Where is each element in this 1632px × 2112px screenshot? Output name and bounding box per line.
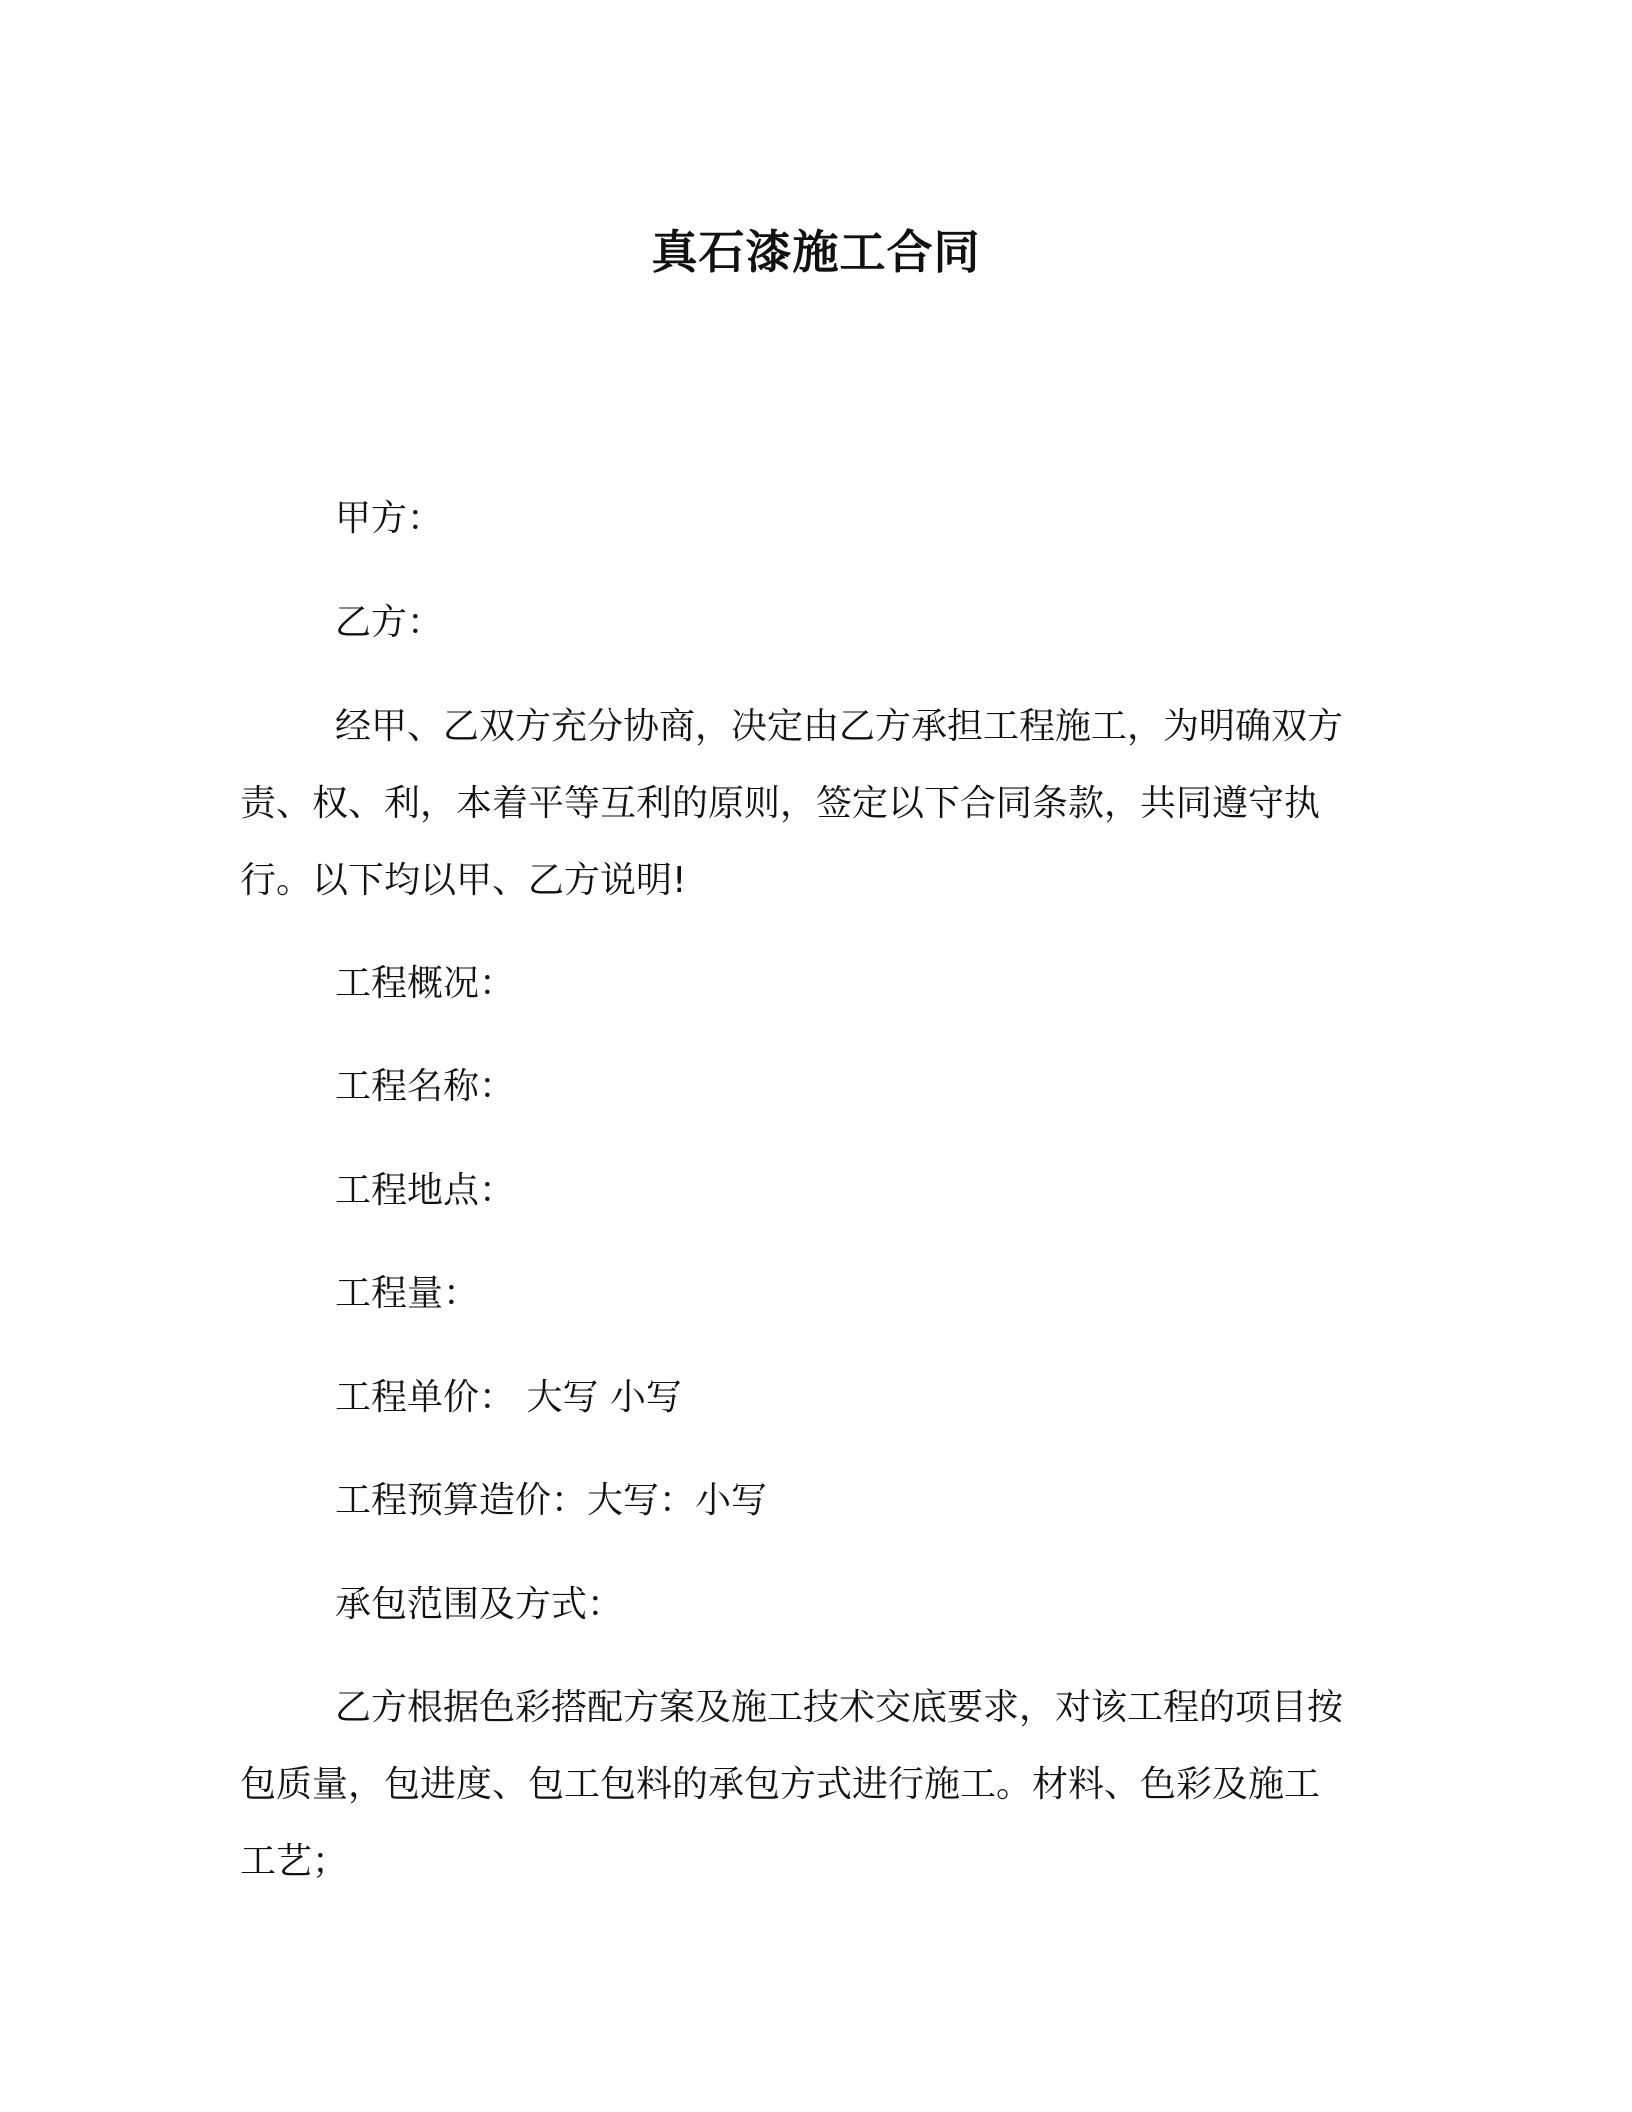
scope-heading: 承包范围及方式： <box>335 1584 624 1625</box>
intro-paragraph-line-1: 经甲、乙双方充分协商，决定由乙方承担工程施工，为明确双方 <box>335 706 1344 747</box>
intro-paragraph-line-2: 责、权、利，本着平等互利的原则，签定以下合同条款，共同遵守执 <box>240 783 1321 824</box>
scope-paragraph-line-2: 包质量，包进度、包工包料的承包方式进行施工。材料、色彩及施工 <box>240 1764 1321 1805</box>
project-overview-heading: 工程概况： <box>335 963 516 1004</box>
scope-paragraph-line-1: 乙方根据色彩搭配方案及施工技术交底要求，对该工程的项目按 <box>335 1687 1344 1728</box>
document-title: 真石漆施工合同 <box>651 225 981 279</box>
party-b-label: 乙方： <box>335 602 444 643</box>
intro-paragraph-line-3: 行。以下均以甲、乙方说明! <box>240 860 687 901</box>
project-quantity-label: 工程量： <box>335 1273 480 1314</box>
project-location-label: 工程地点： <box>335 1170 516 1211</box>
project-name-label: 工程名称： <box>335 1066 516 1107</box>
unit-price-label: 工程单价： 大写 小写 <box>335 1377 682 1418</box>
budget-label: 工程预算造价：大写：小写 <box>335 1480 768 1521</box>
scope-paragraph-line-3: 工艺； <box>240 1841 349 1882</box>
party-a-label: 甲方： <box>335 498 444 539</box>
